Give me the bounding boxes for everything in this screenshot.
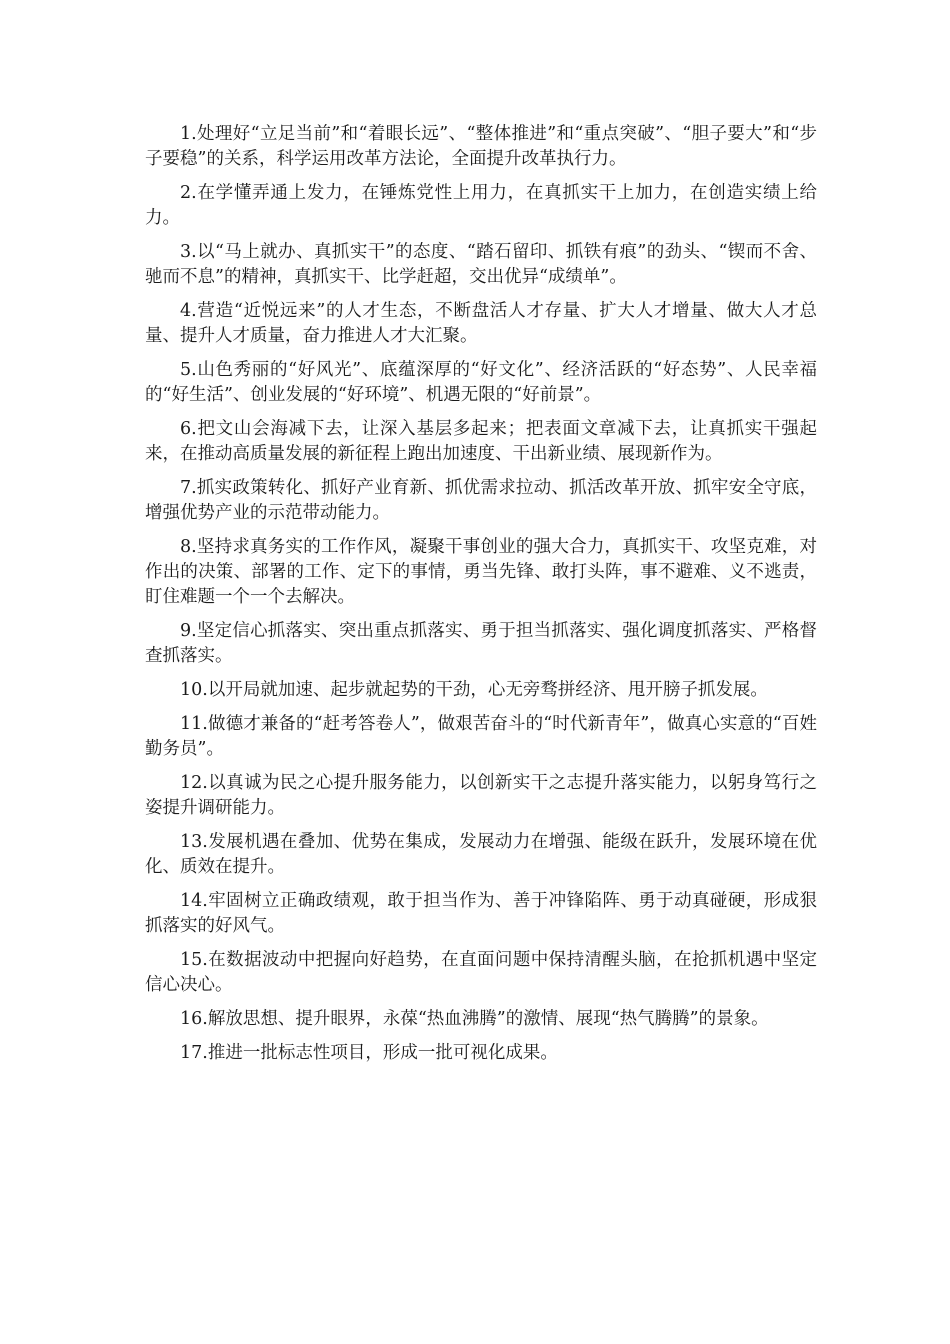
paragraph-2: 2.在学懂弄通上发力，在锤炼党性上用力，在真抓实干上加力，在创造实绩上给力。 [145,183,817,228]
paragraph-12: 12.以真诚为民之心提升服务能力，以创新实干之志提升落实能力，以躬身笃行之姿提升调研能力。 [145,773,817,818]
paragraph-15: 15.在数据波动中把握向好趋势，在直面问题中保持清醒头脑，在抢抓机遇中坚定信心决心。 [145,950,817,995]
paragraph-1: 1.处理好“立足当前”和“着眼长远”、“整体推进”和“重点突破”、“胆子要大”和“步子要稳”的关系，科学运用改革方法论，全面提升改革执行力。 [145,124,817,169]
paragraph-4: 4.营造“近悦远来”的人才生态，不断盘活人才存量、扩大人才增量、做大人才总量、提升人才质量，奋力推进人才大汇聚。 [145,301,817,346]
paragraph-14: 14.牢固树立正确政绩观，敢于担当作为、善于冲锋陷阵、勇于动真碰硬，形成狠抓落实的好风气。 [145,891,817,936]
paragraph-13: 13.发展机遇在叠加、优势在集成，发展动力在增强、能级在跃升，发展环境在优化、质效在提升。 [145,832,817,877]
paragraph-7: 7.抓实政策转化、抓好产业育新、抓优需求拉动、抓活改革开放、抓牢安全守底，增强优势产业的示范带动能力。 [145,478,817,523]
paragraph-17: 17.推进一批标志性项目，形成一批可视化成果。 [180,1043,558,1063]
paragraph-11: 11.做德才兼备的“赶考答卷人”，做艰苦奋斗的“时代新青年”，做真心实意的“百姓勤务员”。 [145,714,817,759]
paragraph-9: 9.坚定信心抓落实、突出重点抓落实、勇于担当抓落实、强化调度抓落实、严格督查抓落实。 [145,621,817,666]
paragraph-3: 3.以“马上就办、真抓实干”的态度、“踏石留印、抓铁有痕”的劲头、“锲而不舍、驰而不息”的精神，真抓实干、比学赶超，交出优异“成绩单”。 [145,242,817,287]
document-body [145,122,817,1075]
paragraph-8: 8.坚持求真务实的工作作风，凝聚干事创业的强大合力，真抓实干、攻坚克难，对作出的决策、部署的工作、定下的事情，勇当先锋、敢打头阵，事不避难、义不逃责，盯住难题一个一个去解决。 [145,537,817,607]
paragraph-6: 6.把文山会海减下去，让深入基层多起来；把表面文章减下去，让真抓实干强起来，在推动高质量发展的新征程上跑出加速度、干出新业绩、展现新作为。 [145,419,817,464]
paragraph-10: 10.以开局就加速、起步就起势的干劲，心无旁骛拼经济、甩开膀子抓发展。 [180,680,768,700]
paragraph-5: 5.山色秀丽的“好风光”、底蕴深厚的“好文化”、经济活跃的“好态势”、人民幸福的“好生活”、创业发展的“好环境”、机遇无限的“好前景”。 [145,360,817,405]
paragraph-16: 16.解放思想、提升眼界，永葆“热血沸腾”的激情、展现“热气腾腾”的景象。 [180,1009,769,1029]
